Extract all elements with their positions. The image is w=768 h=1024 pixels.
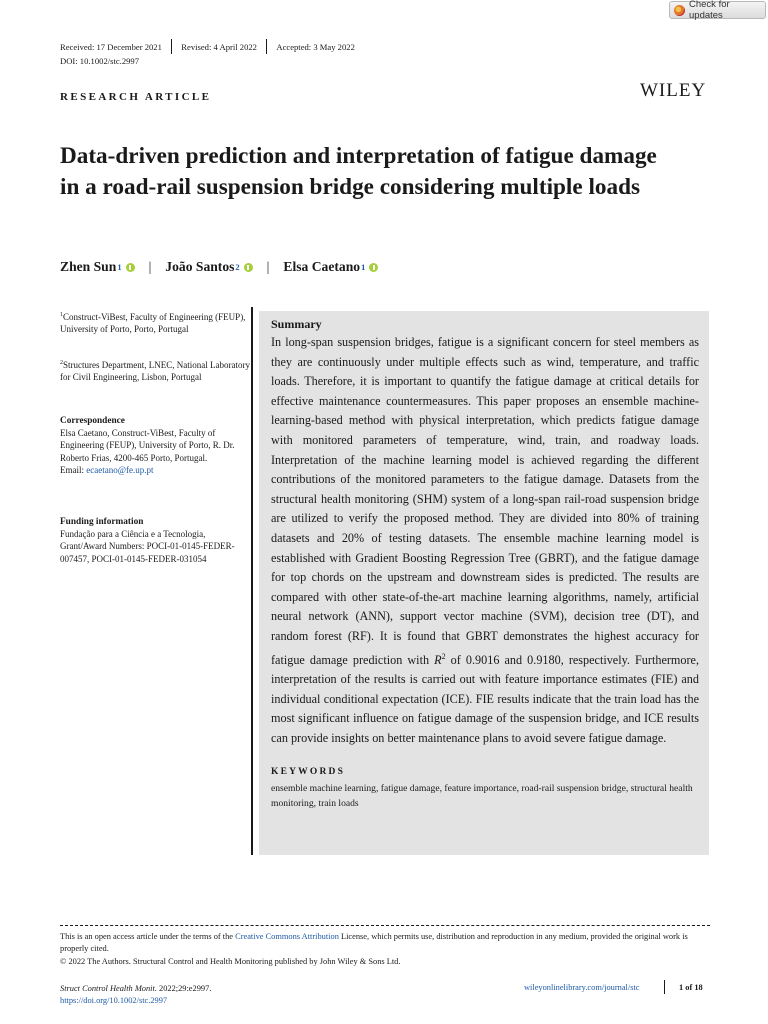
affiliation [60, 357, 250, 383]
date-separator [266, 39, 267, 54]
summary-text-part: In long-span suspension bridges, fatigue is a significant concern for steel members as they are continuously under multiple effects such as wind, temperature, and traffic loads. Therefore, it is important to quantify the fatigue damage at critical details for effective maintenance countermeasures. This paper proposes an ensemble machine-learning-based method with physical interpretation, which predicts fatigue damage with monitored parameters of temperature, wind, train, and roadway loads. Interpretation of the machine learning model is achieved regarding the different contributions of the monitored parameters to the fatigue damage. Datasets from the structural health monitoring (SHM) system of a long-span rail-road suspension bridge are utilized to verify the proposed method. They are divided into 80% of training datasets and 20% of testing datasets. The ensemble machine learning model is established with Gradient Boosting Regression Tree (GBRT), and the fatigue damage for top chords on the upstream and downstream sides is predicted. The results are compared with other state-of-the-art machine learning algorithms, namely, artificial neural network (ANN), support vector machine (SVM), decision tree (DT), and random forest (RF). It is found that GBRT demonstrates the highest accuracy for fatigue damage prediction with [271, 335, 699, 667]
license-text: This is an open access article under the terms of the [60, 932, 236, 941]
summary-heading: Summary [271, 317, 322, 331]
affiliation-text: Structures Department, LNEC, National Laboratory for Civil Engineering, Lisbon, Portugal [60, 360, 250, 383]
page-number: 1 of 18 [679, 983, 703, 992]
correspondence-text: Elsa Caetano, Construct-ViBest, Faculty of Engineering (FEUP), University of Porto, R. Dr. Roberto Frias, 4200-465 Porto, Portugal. [60, 428, 235, 463]
crossmark-icon [674, 5, 685, 16]
correspondence-email-line [60, 464, 250, 476]
article-dates [60, 39, 355, 54]
affiliation-sup: 1 [60, 312, 63, 318]
summary-text [271, 333, 699, 749]
affiliation [60, 309, 250, 335]
author-name[interactable]: João Santos [165, 259, 235, 274]
affiliation-text: Construct-ViBest, Faculty of Engineering (FEUP), University of Porto, Porto, Portugal [60, 312, 246, 335]
r-squared-exponent: 2 [441, 651, 446, 661]
footer-rule [60, 925, 710, 926]
license-link[interactable]: Creative Commons Attribution [235, 932, 339, 941]
author-name[interactable]: Zhen Sun [60, 259, 117, 274]
author-separator: | [266, 259, 270, 274]
citation-details: 2022;29:e2997. [156, 984, 212, 993]
copyright: © 2022 The Authors. Structural Control and Health Monitoring published by John Wiley & Sons Ltd. [60, 957, 401, 966]
accepted-date: Accepted: 3 May 2022 [276, 41, 355, 52]
email-link[interactable]: ecaetano@fe.up.pt [86, 464, 154, 475]
affiliation-sup: 2 [60, 360, 63, 366]
summary-box [259, 311, 709, 855]
doi: DOI: 10.1002/stc.2997 [60, 56, 140, 66]
orcid-icon[interactable] [244, 263, 253, 272]
column-divider [251, 307, 253, 855]
author-affiliation-sup: 1 [117, 262, 122, 272]
check-for-updates-label: Check for updates [689, 0, 730, 21]
summary-text-part: of 0.9016 and 0.9180, respectively. Furthermore, interpretation of the results is carried out with feature importance estimates (FIE) and individual conditional expectation (ICE). FIE results indicate that the train load has the most significant influence on fatigue damage of the suspension bridge, and ICE results can provide insights on better maintenance plans to avoid severe fatigue damage. [271, 652, 699, 745]
correspondence-heading: Correspondence [60, 416, 125, 426]
funding-information [60, 516, 250, 565]
license-text: License, which permits use, distribution and reproduction in any medium, provided the original work is properly cited. [60, 932, 688, 953]
check-for-updates-button[interactable] [669, 1, 766, 19]
author-name[interactable]: Elsa Caetano [283, 259, 361, 274]
publisher-logo: WILEY [640, 80, 707, 101]
doi-link[interactable]: https://doi.org/10.1002/stc.2997 [60, 996, 168, 1005]
keywords-text: ensemble machine learning, fatigue damage, feature importance, road-rail suspension bridge, structural health monitoring, train loads [271, 782, 693, 809]
date-separator [171, 39, 172, 54]
journal-url-link[interactable]: wileyonlinelibrary.com/journal/stc [524, 983, 640, 992]
journal-citation [60, 983, 211, 1007]
correspondence [60, 415, 250, 476]
email-label: Email: [60, 464, 87, 475]
keywords-heading: KEYWORDS [271, 766, 346, 777]
author-affiliation-sup: 2 [235, 262, 240, 272]
article-type: RESEARCH ARTICLE [60, 91, 212, 103]
author-affiliation-sup: 1 [361, 262, 366, 272]
license-notice [60, 931, 710, 955]
orcid-icon[interactable] [369, 263, 378, 272]
orcid-icon[interactable] [126, 263, 135, 272]
article-title: Data-driven prediction and interpretation of fatigue damage in a road-rail suspension bridge considering multiple loads [60, 143, 657, 200]
received-date: Received: 17 December 2021 [60, 41, 162, 52]
journal-name: Struct Control Health Monit. [60, 984, 157, 993]
funding-heading: Funding information [60, 517, 144, 527]
r-squared-symbol: R [434, 652, 442, 667]
funding-text: Fundação para a Ciência e a Tecnologia, Grant/Award Numbers: POCI-01-0145-FEDER-007457, POCI-01-0145-FEDER-031054 [60, 529, 235, 564]
page-separator [664, 980, 665, 994]
revised-date: Revised: 4 April 2022 [181, 41, 257, 52]
author-list [60, 259, 378, 275]
author-separator: | [148, 259, 152, 274]
